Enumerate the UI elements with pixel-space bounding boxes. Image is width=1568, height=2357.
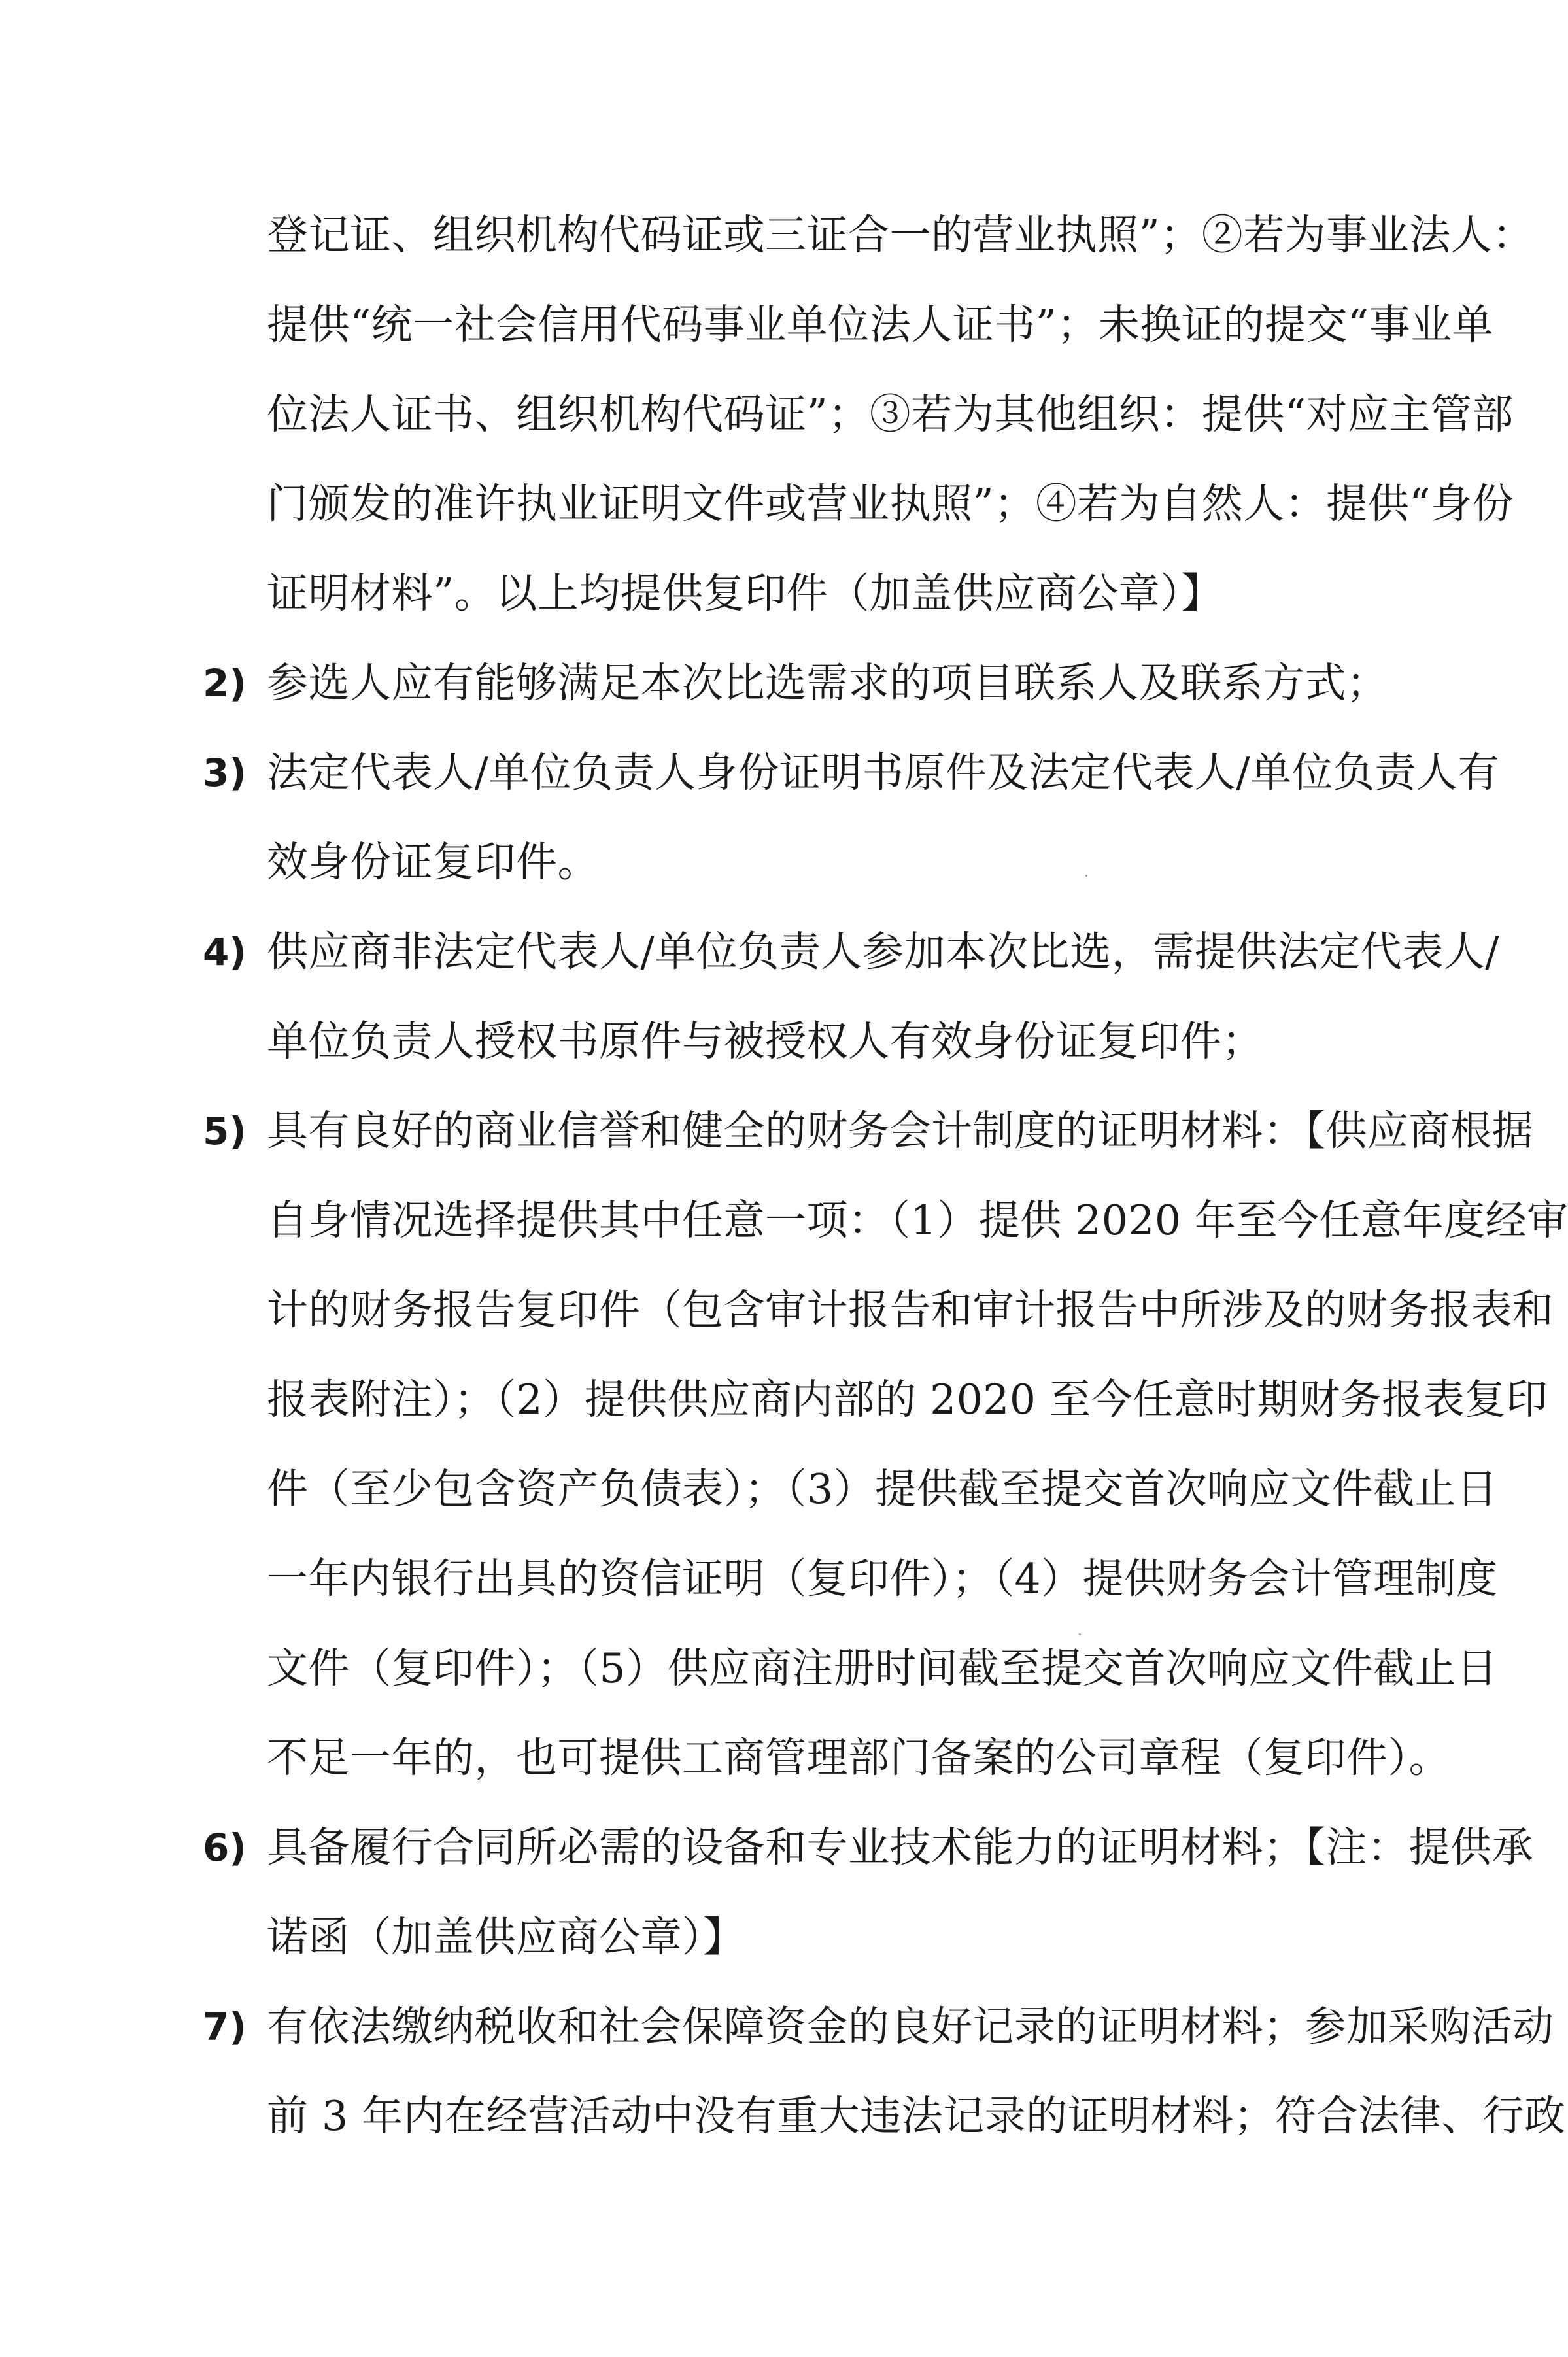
item-number: 4): [203, 930, 247, 974]
text-line: [0, 548, 1543, 639]
item-number: 6): [203, 1825, 247, 1870]
text-line: [0, 369, 1543, 460]
line-text: 参选人应有能够满足本次比选需求的项目联系人及联系方式；: [267, 659, 1388, 707]
line-text: 不足一年的，也可提供工商管理部门备案的公司章程（复印件）。: [267, 1734, 1450, 1782]
line-text: 证明材料”。以上均提供复印件（加盖供应商公章）】: [267, 569, 1223, 617]
text-line: [0, 1533, 1543, 1625]
text-line: [0, 2071, 1566, 2162]
text-line: [0, 1712, 1543, 1804]
line-text: 具备履行合同所必需的设备和专业技术能力的证明材料；【注：提供承: [267, 1823, 1533, 1871]
line-text: 计的财务报告复印件（包含审计报告和审计报告中所涉及的财务报表和: [267, 1286, 1554, 1334]
text-line: [0, 1264, 1554, 1356]
line-text: 报表附注）；（2）提供供应商内部的 2020 至今任意时期财务报表复印: [267, 1376, 1548, 1423]
list-item-3: [0, 727, 1543, 819]
line-text: 诺函（加盖供应商公章）】: [267, 1913, 745, 1961]
item-number: 7): [203, 2005, 247, 2049]
line-text: 自身情况选择提供其中任意一项：（1）提供 2020 年至今任意年度经审: [267, 1196, 1568, 1244]
line-text: 效身份证复印件。: [267, 838, 599, 886]
line-text: 法定代表人/单位负责人身份证明书原件及法定代表人/单位负责人有: [267, 749, 1499, 796]
line-text: 供应商非法定代表人/单位负责人参加本次比选，需提供法定代表人/: [267, 928, 1499, 975]
text-line: [0, 190, 1543, 281]
text-line: [0, 1354, 1548, 1446]
text-line: [0, 458, 1543, 550]
line-text: 具有良好的商业信誉和健全的财务会计制度的证明材料：【供应商根据: [267, 1107, 1533, 1155]
item-number: 3): [203, 751, 247, 795]
line-text: 登记证、组织机构代码证或三证合一的营业执照”；②若为事业法人：: [267, 211, 1534, 259]
item-number: 5): [203, 1109, 247, 1153]
line-text: 前 3 年内在经营活动中没有重大违法记录的证明材料；符合法律、行政: [267, 2092, 1566, 2140]
list-item-5: [0, 1085, 1543, 1177]
line-text: 单位负责人授权书原件与被授权人有效身份证复印件；: [267, 1017, 1263, 1065]
line-text: 位法人证书、组织机构代码证”；③若为其他组织：提供“对应主管部: [267, 390, 1514, 438]
text-line: [0, 279, 1543, 371]
text-line: [0, 996, 1543, 1087]
line-text: 提供“统一社会信用代码事业单位法人证书”；未换证的提交“事业单: [267, 301, 1494, 348]
scan-speck: [1085, 875, 1087, 877]
text-line: [0, 1175, 1568, 1266]
line-text: 有依法缴纳税收和社会保障资金的良好记录的证明材料；参加采购活动: [267, 2003, 1554, 2050]
list-item-2: [0, 637, 1543, 729]
list-item-4: [0, 906, 1543, 998]
line-text: 一年内银行出具的资信证明（复印件）；（4）提供财务会计管理制度: [267, 1555, 1498, 1602]
list-item-7: [0, 1981, 1554, 2073]
text-line: [0, 817, 1543, 908]
line-text: 件（至少包含资产负债表）；（3）提供截至提交首次响应文件截止日: [267, 1465, 1498, 1513]
line-text: 门颁发的准许执业证明文件或营业执照”；④若为自然人：提供“身份: [267, 480, 1514, 528]
text-line: [0, 1623, 1543, 1714]
line-text: 文件（复印件）；（5）供应商注册时间截至提交首次响应文件截止日: [267, 1644, 1498, 1692]
list-item-6: [0, 1802, 1543, 1893]
item-number: 2): [203, 661, 247, 705]
scan-speck: [1079, 1633, 1081, 1635]
text-line: [0, 1891, 1543, 1983]
text-line: [0, 1444, 1543, 1535]
